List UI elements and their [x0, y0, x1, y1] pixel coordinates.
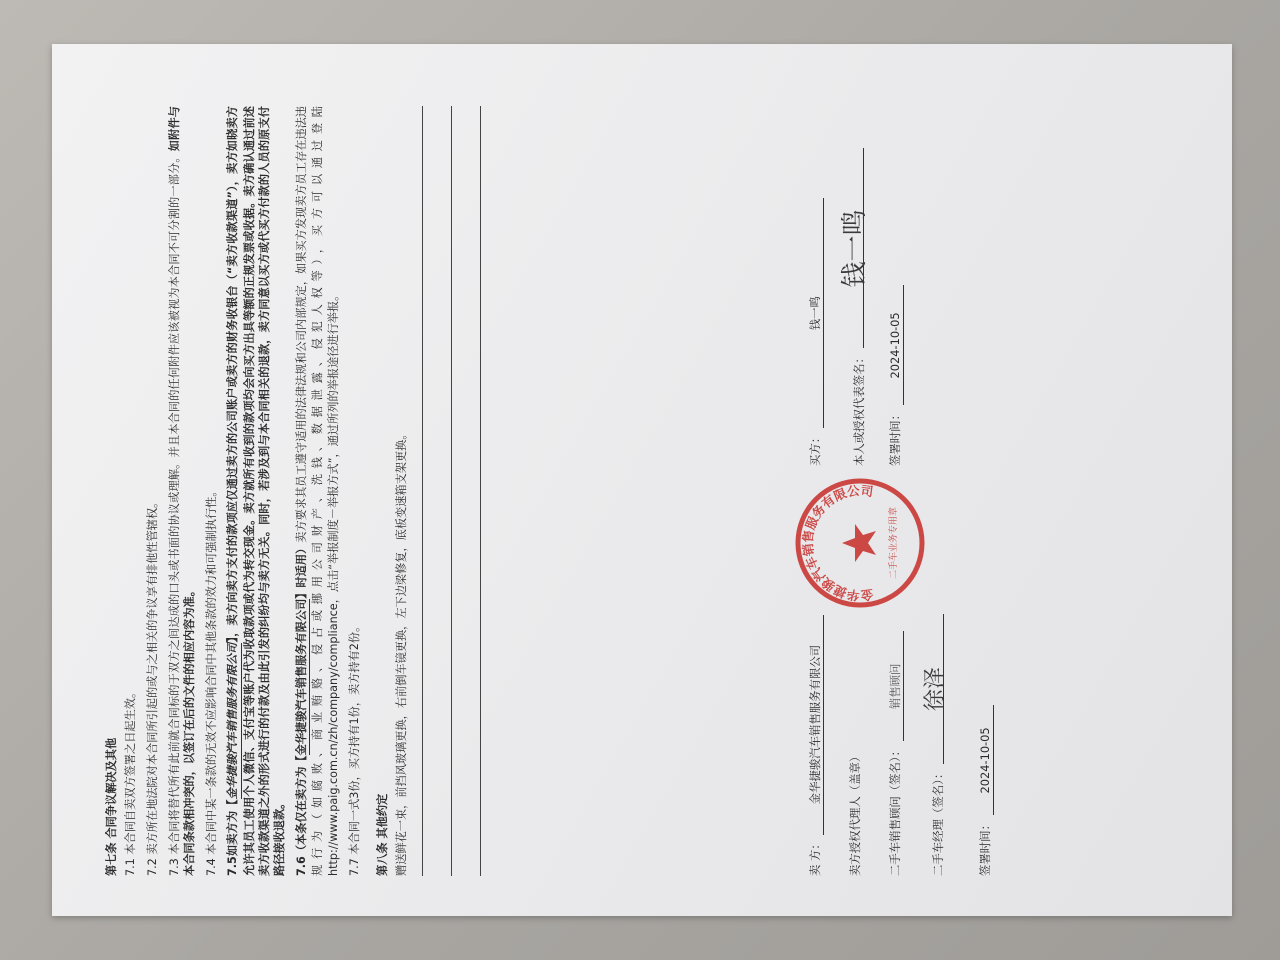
- buyer-date-label: 签署时间：: [888, 409, 902, 466]
- seller-label: 卖 方：: [808, 838, 822, 876]
- company-seal: [792, 475, 928, 611]
- buyer-row: [808, 198, 824, 466]
- seller-agent-label: 卖方授权代理人（盖章）: [848, 750, 862, 876]
- buyer-label: 买方：: [808, 431, 822, 466]
- clause-7-3-bold: 如附件与本合同条款相冲突的，以签订在后的文件的相应内容为准。: [167, 106, 196, 876]
- clause-7-6: [294, 106, 341, 876]
- clause-7-5-text: 】，卖方向卖方支付的款项应仅通过卖方的公司账户或卖方的财务收银台（“卖方收款渠道”），卖方如晓卖方允许其员工使用个人微信、支付宝等账户代为收取款项或代为转交现金。卖方就所有收到的款项均会向买方出具等额的正规发票或收据。卖方确认通过前述卖方收款渠道之外的形式进行的付款及由此引发的纠纷均与卖方无关。同时，若涉及到与本合同相关的退款，卖方同意以买方或代买方付款的人员的原支付路径接收退款。: [226, 106, 287, 876]
- clause-7-5-company: 金华捷骏汽车销售服务有限公司: [225, 643, 241, 800]
- clause-7-6-text: 卖方要求其员工遵守适用的法律法规和公司内部规定，如果买方发现卖方员工存在违法违规行为（如腐败、商业贿赂、侵占或挪用公司财产、洗钱、数据泄露、侵犯人权等），买方可以通过登陆http://www.paig.com.cn/zh/company/compliance，点击“举报制度－举报方式”，通过所列的举报途径进行举报。: [295, 106, 340, 876]
- contract-paper: [52, 44, 1232, 916]
- blank-line-1: [422, 106, 423, 876]
- buyer-date-row: [888, 285, 904, 466]
- clause-7-1: 7.1 本合同自卖双方签署之日起生效。: [124, 686, 138, 876]
- seller-date-row: [978, 705, 994, 876]
- blank-line-3: [480, 106, 481, 876]
- seller-name: 金华捷骏汽车销售服务有限公司: [808, 615, 824, 835]
- buyer-date-value: 2024-10-05: [888, 285, 904, 405]
- clause-7-3-text: 7.3 本合同将替代所有此前就合同标的于双方之间达成的口头或书面的协议或理解。并且本合同的任何附件应该被视为本合同不可分割的一部分。: [167, 151, 181, 876]
- contract-page: [52, 44, 1232, 916]
- seller-date-label: 签署时间：: [978, 819, 992, 876]
- article7-heading: 第七条 合同争议解决及其他: [105, 737, 118, 876]
- seal-ring-text: 金华捷骏汽车销售服务有限公司: [799, 482, 875, 604]
- clause-7-6-mid: 】时适用）: [295, 542, 308, 599]
- clause-7-4: 7.4 本合同中某一条款的无效不应影响合同中其他条款的效力和可强制执行性。: [204, 485, 218, 876]
- manager-label: 二手车经理（签名）：: [931, 767, 945, 876]
- contract-body: [104, 106, 481, 876]
- clause-7-5-lead: 7.5如卖方为【: [226, 799, 240, 876]
- clause-7-6-lead: 7.6（本条仅在卖方为【: [295, 755, 308, 876]
- advisor-label: 二手车销售顾问（签名）：: [888, 745, 902, 876]
- buyer-signature: 钱一鸣: [848, 148, 864, 348]
- article8-text: 赠送鲜花一束，前挡风玻璃更换，右前倒车镜更换，左下边梁修复，底板变速箱支架更换。: [395, 428, 409, 876]
- seller-date-value: 2024-10-05: [978, 705, 994, 815]
- buyer-name: 钱一鸣: [808, 198, 824, 428]
- seal-bottom-text: 二手车业务专用章: [889, 506, 899, 580]
- seal-star: [842, 524, 876, 562]
- manager-signature: 徐泽: [928, 614, 944, 764]
- article8-heading: 第八条 其他约定: [375, 793, 389, 876]
- advisor-row: [888, 631, 904, 876]
- advisor-value: 销售顾问: [888, 631, 904, 741]
- clause-7-2: 7.2 卖方所在地法院对本合同所引起的或与之相关的争议享有排他性管辖权。: [146, 496, 159, 876]
- blank-line-2: [451, 106, 452, 876]
- clause-7-3: [167, 106, 198, 876]
- clause-7-5: [225, 106, 288, 876]
- buyer-rep-row: [840, 148, 870, 466]
- buyer-rep-label: 本人或授权代表签名：: [852, 352, 866, 466]
- seller-row: [808, 615, 824, 876]
- clause-7-7: 7.7 本合同一式3份，买方持有1份，卖方持有2份。: [348, 620, 362, 876]
- manager-row: [923, 614, 948, 876]
- clause-7-6-company: 金华捷骏汽车销售服务有限公司: [294, 599, 310, 756]
